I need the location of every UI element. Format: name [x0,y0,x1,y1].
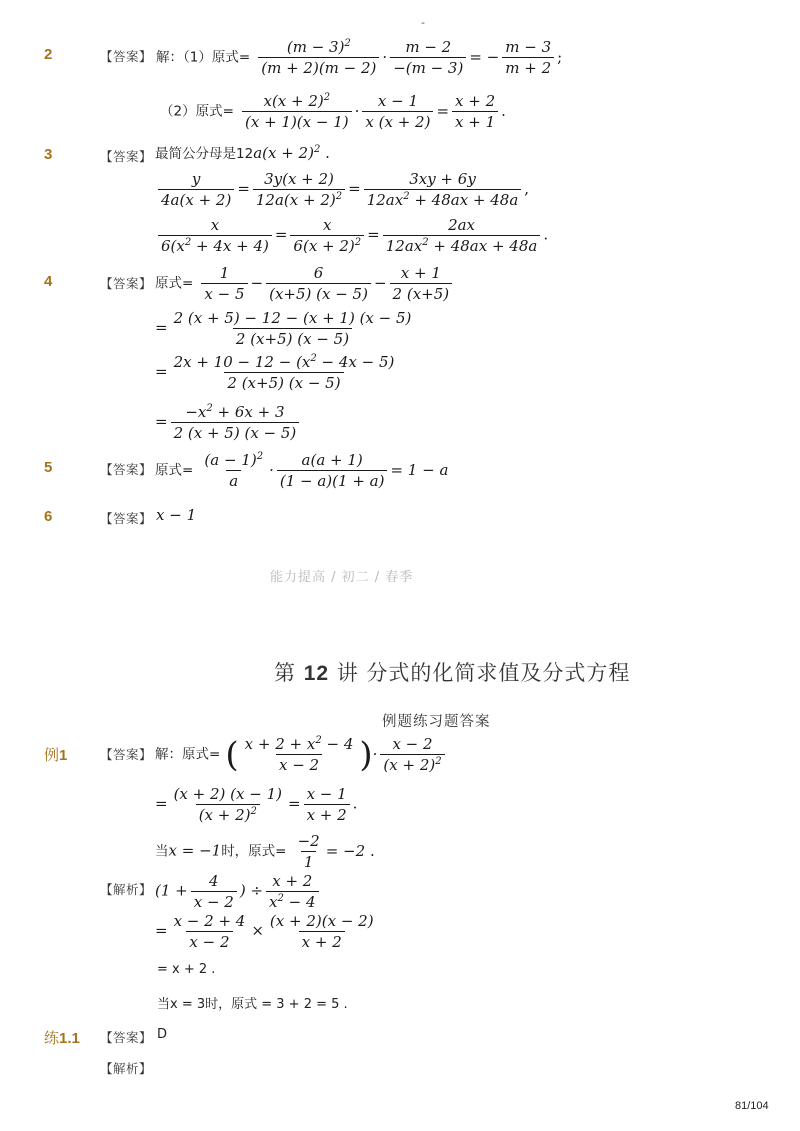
question-number: 6 [44,508,53,525]
answer-tag: 【答案】 [100,511,153,526]
q3-formula-2: $\frac{x}{6(x^2 + 4x + 4)}$ = $\frac{x}{6(x + 2)^2}$ = $\frac{2ax}{12ax^2 + 48ax + 48a}$ . [155,216,548,255]
q5-line [155,451,448,490]
q4-prefix: 原式= [155,275,194,292]
lecture-title [274,657,630,687]
analysis-tag: 【解析】 [100,882,153,897]
lecture-title-rest: 讲 分式的化简求值及分式方程 [336,661,631,685]
lecture-number: 12 [303,662,330,685]
answer-tag: 【答案】 [100,49,153,64]
q3-line1 [155,142,330,162]
ex1-analysis-1: (1 + $\frac{4}{x - 2}$ ) ÷ $\frac{x + 2}{x^2 - 4}$ [155,872,322,911]
section-subtitle: 例题练习题答案 [382,714,491,730]
q4-formula-1: $\frac{1}{x - 5}$ − $\frac{6}{(x+5) (x - 5)}$ − $\frac{x + 1}{2 (x+5)}$ [198,274,455,292]
q4-line1 [155,264,455,303]
question-number: 2 [44,46,53,63]
q5-formula: $\frac{(a - 1)^2}{a}$ · $\frac{a(a + 1)}{(1 - a)(1 + a)}$ = 1 − a [204,451,449,490]
q6-answer: x − 1 [156,506,197,524]
ex1-condition: x = −1 [168,841,222,860]
practice-label: 练1.1 [44,1030,80,1047]
answer-tag: 【答案】 [100,462,153,477]
ex1-prefix: 解：原式= [155,746,221,763]
q3-lcd: $a(x + 2)^2$ . [253,144,330,162]
q2-part2-prefix: （2）原式= [160,103,234,120]
ex1-line3: 当x = −1时，原式= $\frac{-2}{1}$ = −2 . [155,832,375,871]
q2-formula-2: $\frac{x(x + 2)^2}{(x + 1)(x - 1)}$ · $\frac{x - 1}{x (x + 2)}$ = $\frac{x + 2}{x + 1}$ . [239,102,506,120]
question-number: 3 [44,146,53,163]
page-number: 81/104 [735,1100,769,1112]
q3-prefix: 最简公分母是12 [155,146,254,162]
answer-tag: 【答案】 [100,149,153,164]
answer-tag: 【答案】 [100,747,153,762]
answer-tag: 【答案】 [100,1030,153,1045]
ex1-line1 [155,735,448,774]
ex1-formula-1: ( $\frac{x + 2 + x^2 - 4}{x - 2}$ )· $\frac{x - 2}{(x + 2)^2}$ [225,745,447,763]
ex1-analysis-4: 当x = 3时，原式 = 3 + 2 = 5 . [157,997,348,1012]
q4-formula-4: = $\frac{-x^2 + 6x + 3}{2 (x + 5) (x - 5)}$ [155,403,302,442]
q5-prefix: 原式= [155,462,194,479]
q2-formula-1: $\frac{(m - 3)^2}{(m + 2)(m - 2)}$ · $\frac{m - 2}{-(m - 3)}$ = − $\frac{m - 3}{m + 2}$ ; [255,48,562,66]
answer-tag: 【答案】 [100,276,153,291]
q2-line1 [156,38,562,77]
question-number: 5 [44,459,53,476]
ex1-value: $\frac{-2}{1}$ = −2 . [297,832,375,871]
q2-prefix: 解：（1）原式= [156,49,251,66]
section-footer: 能力提高 / 初二 / 春季 [270,570,414,585]
q3-formula-1: $\frac{y}{4a(x + 2)}$ = $\frac{3y(x + 2)}{12a(x + 2)^2}$ = $\frac{3xy + 6y}{12ax^2 + 48ax + 48a}$ , [155,170,529,209]
q4-formula-2: = $\frac{2 (x + 5) - 12 - (x + 1) (x - 5)}{2 (x+5) (x - 5)}$ [155,309,412,348]
practice-answer: D [157,1027,168,1042]
ex1-analysis-3: = x + 2 . [157,962,216,977]
lecture-title-prefix: 第 [274,661,296,685]
ex1-analysis-2: = $\frac{x - 2 + 4}{x - 2}$ × $\frac{(x + 2)(x - 2)}{x + 2}$ [155,912,374,951]
q4-formula-3: = $\frac{2x + 10 - 12 - (x^2 - 4x - 5)}{2 (x+5) (x - 5)}$ [155,353,395,392]
top-mark: - [421,16,425,29]
analysis-tag: 【解析】 [100,1061,153,1076]
question-number: 4 [44,273,53,290]
example-label: 例1 [44,747,68,764]
ex1-formula-2: = $\frac{(x + 2) (x - 1)}{(x + 2)^2}$ = $\frac{x - 1}{x + 2}$ . [155,785,358,824]
q2-line2 [160,92,506,131]
